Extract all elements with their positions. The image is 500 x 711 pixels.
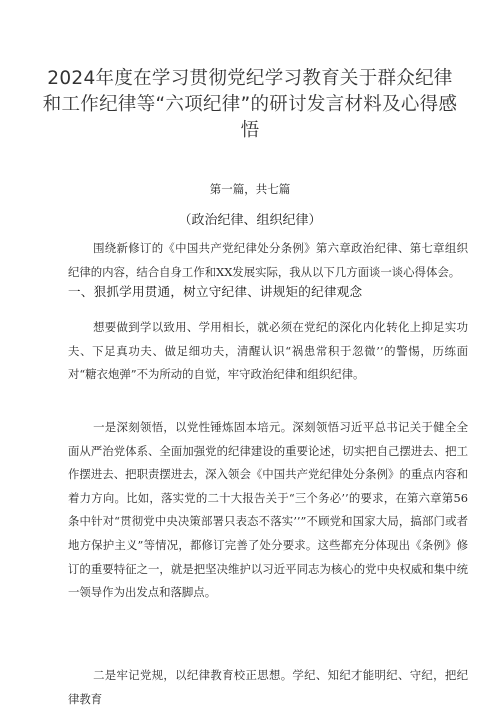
body-paragraph-2: 一是深刻领悟，以党性锤炼固本培元。深刻领悟习近平总书记关于健全全面从严治党体系、全面加强党的纪律建设的重要论述，切实把自己摆进去、把工作摆进去、把职责摆进去，深入领会《中国共产党纪律处分条例》的重点内容和着力方向。比如，落实党的二十大报告关于“三个务必’’的要求，在第六章第56条中针对“贯彻党中央决策部署只表态不落实’’”不顾党和国家大局，搞部门或者地方保护主义”等情况，都修订完善了处分要求。这些都充分体现出《条例》修订的重要特征之一，就是把坚决维护以习近平同志为核心的党中央权威和集中统一领导作为出发点和落脚点。 bbox=[68, 420, 468, 600]
section-heading: 一、狠抓学用贯通，树立守纪律、讲规矩的纪律观念 bbox=[68, 284, 363, 299]
part-label: 第一篇，共七篇 bbox=[209, 182, 291, 196]
body-paragraph-1: 想要做到学以致用、学用相长，就必须在党纪的深化内化转化上抑足实功夫、下足真功夫、做足细功夫，清醒认识“祸患常积于忽微’’的警惕，历练面对“糖衣炮弹”不为所动的自觉，牢守政治纪律和组织纪律。 bbox=[68, 320, 468, 382]
section-subtitle: （政治纪律、组织纪律） bbox=[178, 213, 322, 228]
body-paragraph-3: 二是牢记党规，以纪律教育校正思想。学纪、知纪才能明纪、守纪，把纪律教育 bbox=[68, 668, 468, 706]
intro-paragraph: 围绕新修订的《中国共产党纪律处分条例》第六章政治纪律、第七章组织纪律的内容，结合自身工作和XX发展实际，我从以下几方面谈一谈心得体会。 bbox=[68, 241, 468, 279]
document-title: 2024年度在学习贯彻党纪学习教育关于群众纪律和工作纪律等“六项纪律”的研讨发言材料及心得感悟 bbox=[42, 68, 458, 141]
